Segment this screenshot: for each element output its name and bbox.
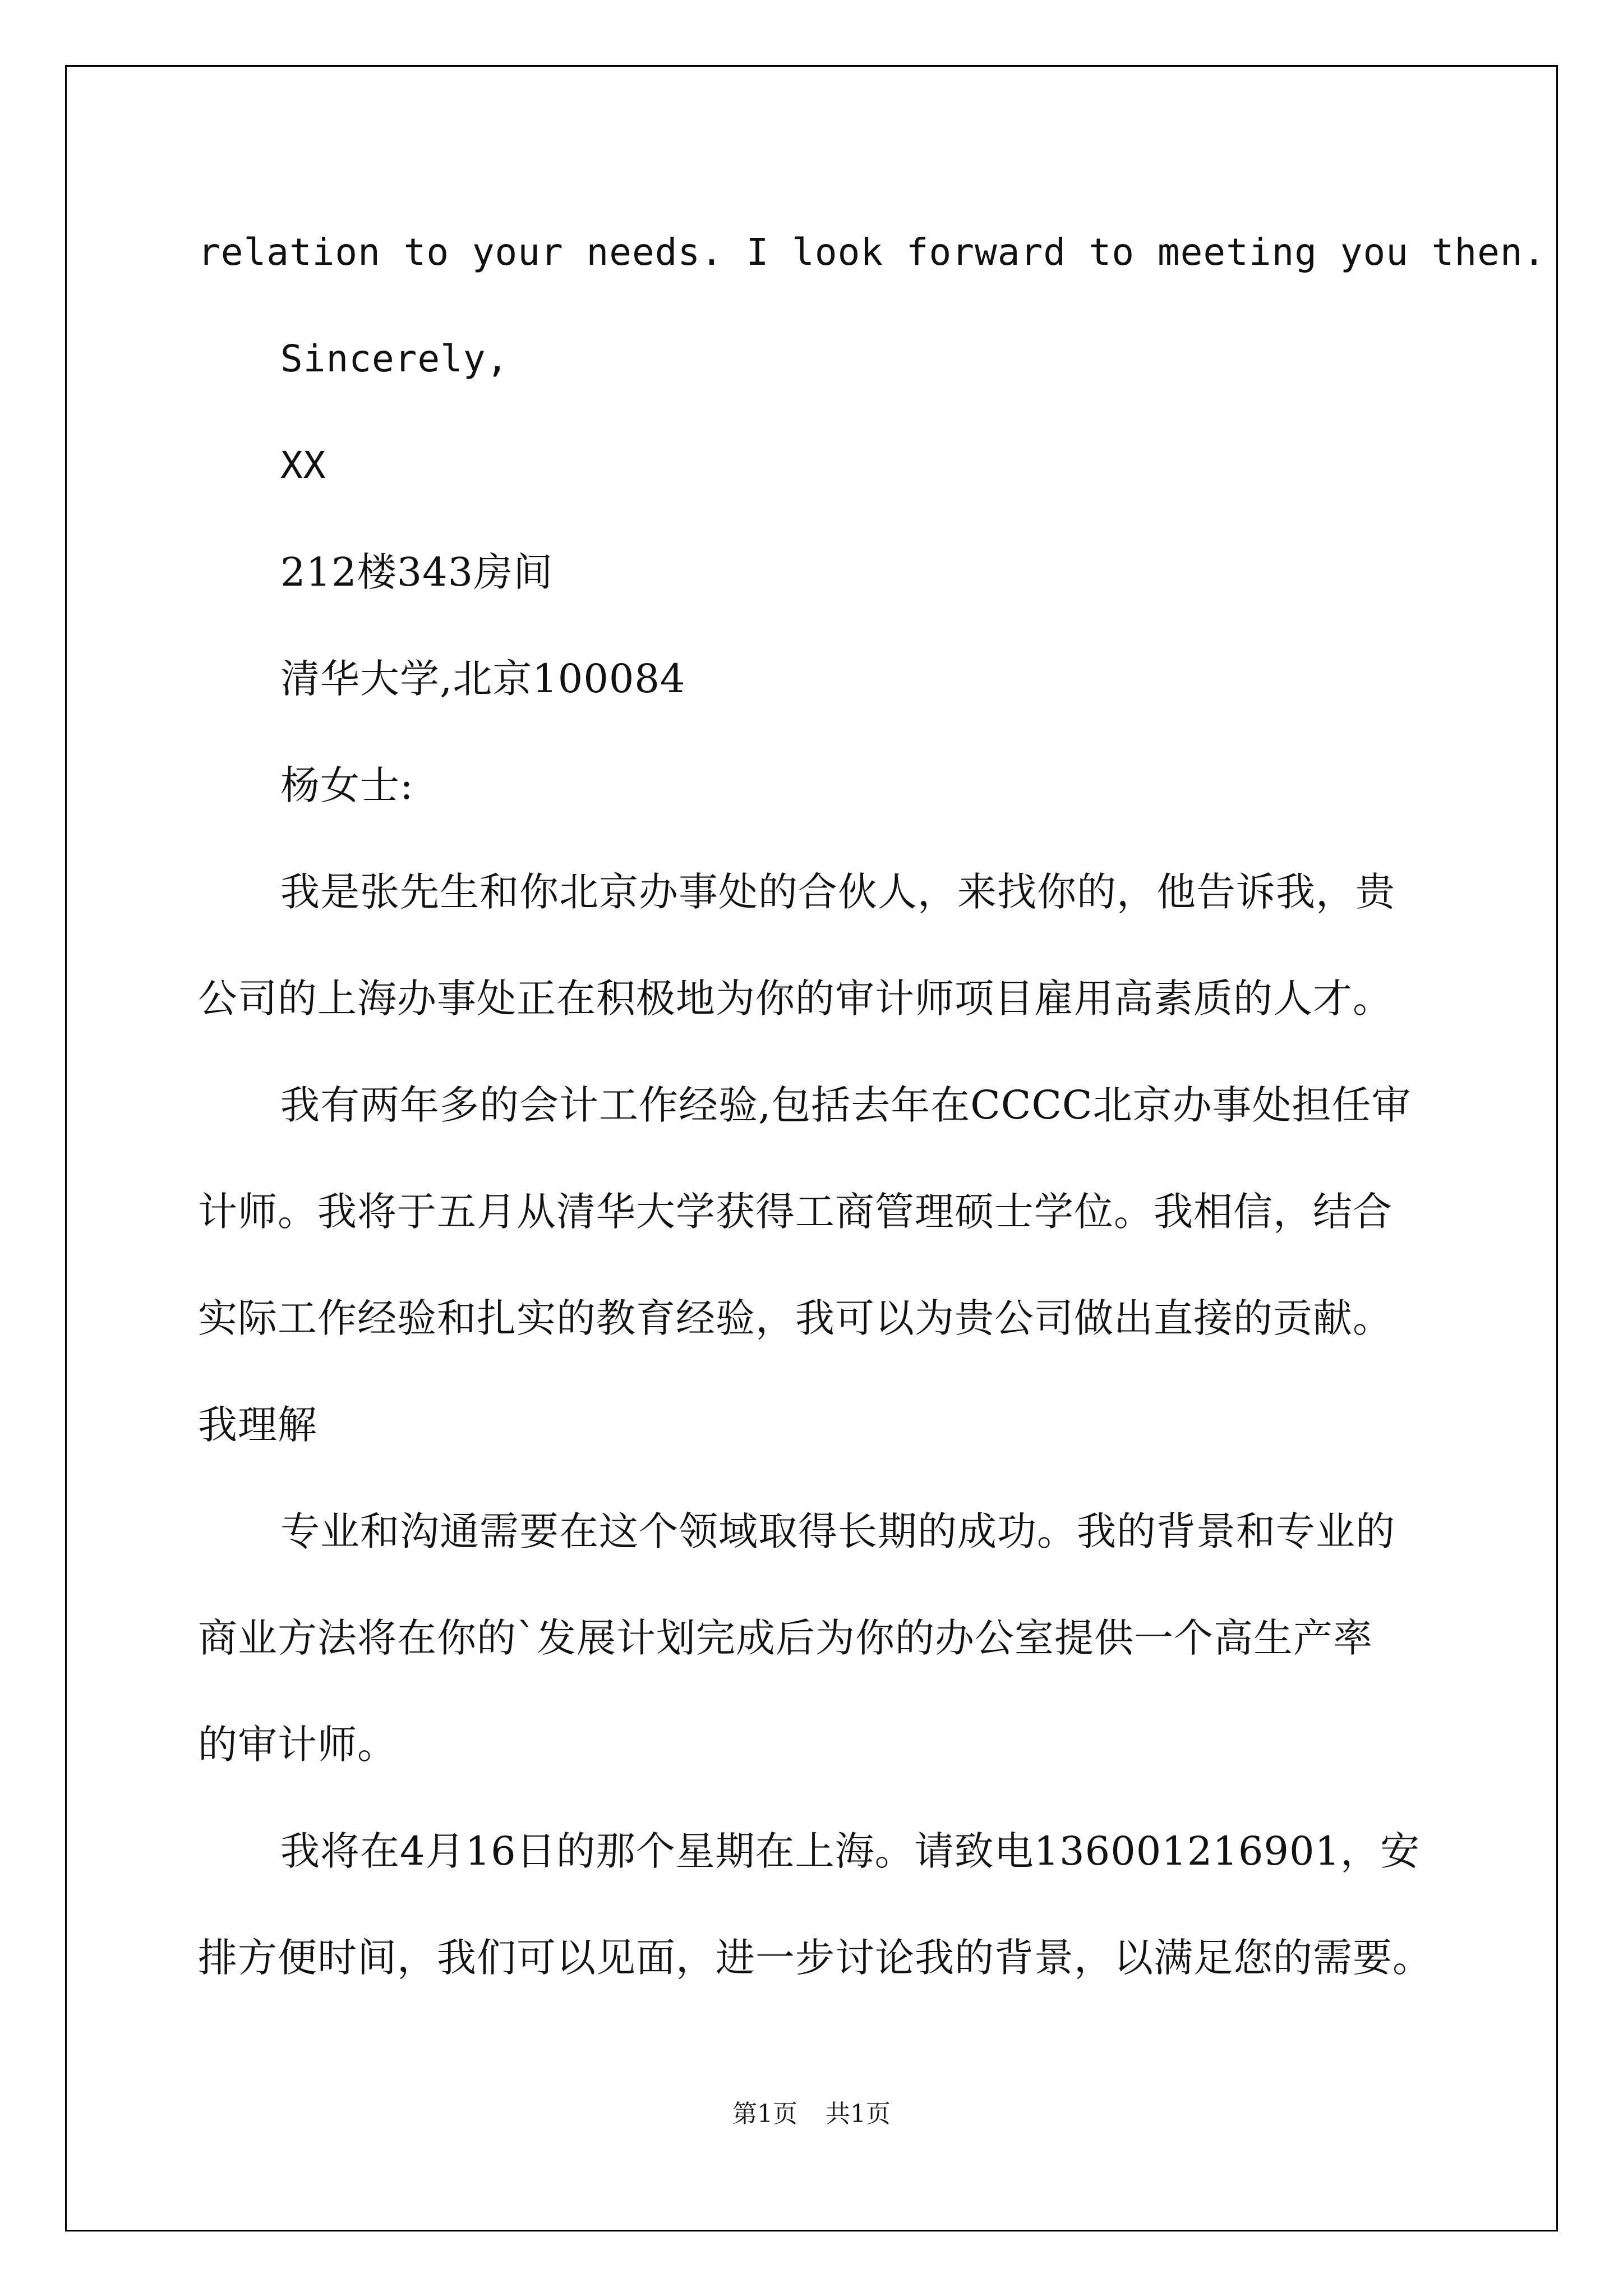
address-line-1: 212楼343房间 bbox=[280, 549, 554, 595]
page-footer bbox=[0, 2099, 1623, 2130]
paragraph-3-line-1: 专业和沟通需要在这个领域取得长期的成功。我的背景和专业的 bbox=[280, 1508, 1395, 1554]
body-line-english-closing: relation to your needs. I look forward to meeting you then. bbox=[198, 231, 1546, 274]
paragraph-3-line-2: 商业方法将在你的`发展计划完成后为你的办公室提供一个高生产率 bbox=[198, 1615, 1373, 1661]
paragraph-4-line-2: 排方便时间，我们可以见面，进一步讨论我的背景，以满足您的需要。 bbox=[198, 1935, 1432, 1981]
paragraph-2-line-2: 计师。我将于五月从清华大学获得工商管理硕士学位。我相信，结合 bbox=[198, 1189, 1393, 1235]
paragraph-1-line-1: 我是张先生和你北京办事处的合伙人，来找你的，他告诉我，贵 bbox=[280, 869, 1395, 915]
paragraph-4-line-1: 我将在4月16日的那个星期在上海。请致电136001216901，安 bbox=[280, 1828, 1421, 1874]
paragraph-3-line-3: 的审计师。 bbox=[198, 1722, 397, 1768]
address-line-2: 清华大学,北京100084 bbox=[280, 656, 686, 702]
page-number: 第1页 bbox=[732, 2100, 797, 2128]
valediction: Sincerely, bbox=[280, 337, 509, 380]
page-border bbox=[65, 65, 1558, 2231]
paragraph-1-line-2: 公司的上海办事处正在积极地为你的审计师项目雇用高素质的人才。 bbox=[198, 976, 1393, 1022]
salutation: 杨女士: bbox=[280, 762, 414, 808]
paragraph-2-line-4: 我理解 bbox=[198, 1402, 317, 1448]
paragraph-2-line-3: 实际工作经验和扎实的教育经验，我可以为贵公司做出直接的贡献。 bbox=[198, 1295, 1393, 1341]
signature-name: XX bbox=[280, 444, 326, 487]
page-total: 共1页 bbox=[826, 2100, 891, 2128]
paragraph-2-line-1: 我有两年多的会计工作经验,包括去年在CCCC北京办事处担任审 bbox=[280, 1082, 1412, 1128]
